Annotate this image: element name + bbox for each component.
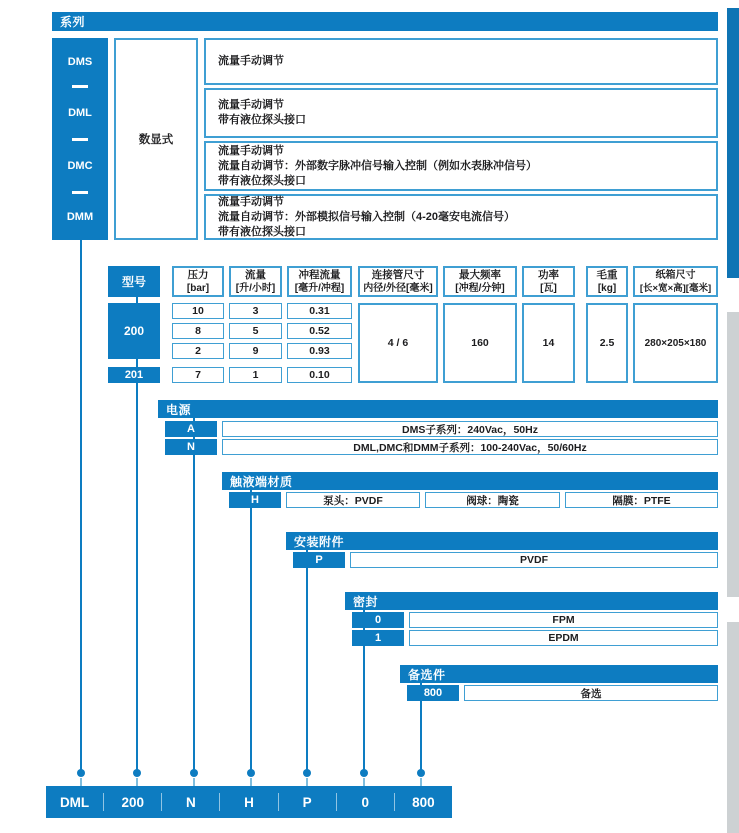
mounting-desc-cell: PVDF (350, 552, 718, 568)
power-desc-n: DML,DMC和DMM子系列：100-240Vac，50/60Hz (222, 439, 718, 455)
spec-cell: 8 (172, 323, 224, 339)
series-code-dmm (52, 194, 108, 240)
series-code-dml-label: DML (68, 107, 92, 119)
series-join-tab (88, 85, 108, 88)
display-type-cell (114, 38, 198, 240)
connector-tick-6 (363, 778, 365, 786)
spec-cell: 5 (229, 323, 282, 339)
series-code-dmm-label: DMM (66, 211, 94, 223)
seal-desc-fpm: FPM (409, 612, 718, 628)
series-join-tab (88, 138, 108, 141)
power-code-a: A (165, 421, 217, 437)
seal-desc-epdm: EPDM (409, 630, 718, 646)
model-201-cell: 201 (108, 367, 160, 383)
connector-dot-6 (360, 769, 368, 777)
connector-tick-2 (136, 778, 138, 786)
spec-cell: 0.10 (287, 367, 352, 383)
power-desc-a: DMS子系列：240Vac，50Hz (222, 421, 718, 437)
desc-line: 流量手动调节 (218, 195, 284, 208)
connector-tick-5 (306, 778, 308, 786)
spec-carton-cell: 280×205×180 (633, 303, 718, 383)
desc-line: 带有液位探头接口 (218, 225, 306, 238)
series-code-dms-label: DMS (67, 55, 93, 68)
spec-cell: 10 (172, 303, 224, 319)
seal-section-header (345, 592, 718, 610)
connector-line-series (80, 240, 82, 770)
col-header-pipe-size: 连接管尺寸 内径/外径[毫米] (358, 266, 438, 297)
mounting-header-label: 安装附件 (294, 534, 345, 549)
mounting-code-p: P (293, 552, 345, 568)
desc-line: 流量自动调节：外部数字脉冲信号输入控制（例如水表脉冲信号） (218, 159, 537, 172)
material-code-h: H (229, 492, 281, 508)
series-desc-dms (204, 38, 718, 85)
model-header-cell (108, 266, 160, 297)
col-header-flow: 流量 [升/小时] (229, 266, 282, 297)
col-header-weight: 毛重 [kg] (586, 266, 628, 297)
page-edge-strip-gray-2 (727, 622, 739, 833)
series-code-dmc-label: DMC (67, 160, 93, 172)
order-code-segment: N (185, 794, 196, 810)
desc-line: 带有液位探头接口 (218, 114, 306, 126)
connector-dot-3 (190, 769, 198, 777)
desc-line: 流量手动调节 (218, 55, 284, 67)
spec-cell: 3 (229, 303, 282, 319)
options-section-header (400, 665, 718, 683)
options-header-label: 备选件 (408, 667, 446, 682)
order-code-segment: 0 (361, 794, 370, 810)
spec-cell: 1 (229, 367, 282, 383)
material-valve-ball-cell: 阀球：陶瓷 (425, 492, 560, 508)
spec-cell: 0.31 (287, 303, 352, 319)
order-code-segment: 800 (412, 794, 435, 810)
col-header-power: 功率 [瓦] (522, 266, 575, 297)
options-desc-cell: 备选 (464, 685, 718, 701)
page-edge-strip-gray-1 (727, 312, 739, 597)
spec-weight-cell: 2.5 (586, 303, 628, 383)
seal-code-0: 0 (352, 612, 404, 628)
power-code-n: N (165, 439, 217, 455)
connector-tick-1 (80, 778, 82, 786)
series-code-dml (52, 88, 108, 138)
series-desc-dml (204, 88, 718, 138)
connector-line-mounting (306, 548, 308, 770)
connector-dot-4 (247, 769, 255, 777)
desc-line: 流量自动调节：外部模拟信号输入控制（4-20毫安电流信号） (218, 210, 516, 223)
connector-line-material (250, 488, 252, 770)
power-section-header (158, 400, 718, 418)
connector-dot-1 (77, 769, 85, 777)
order-code-segment: DML (59, 794, 90, 810)
display-type-label: 数显式 (138, 134, 174, 146)
model-header-label: 型号 (121, 275, 146, 289)
col-header-max-freq: 最大频率 [冲程/分钟] (443, 266, 517, 297)
seal-header-label: 密封 (353, 594, 379, 609)
col-header-pressure: 压力 [bar] (172, 266, 224, 297)
material-diaphragm-cell: 隔膜：PTFE (565, 492, 718, 508)
spec-max-freq-cell: 160 (443, 303, 517, 383)
material-header-label: 触液端材质 (230, 474, 293, 489)
connector-dot-7 (417, 769, 425, 777)
series-code-dms (52, 38, 108, 85)
desc-line: 带有液位探头接口 (218, 174, 306, 187)
seal-code-1: 1 (352, 630, 404, 646)
page-edge-tab-blue (727, 8, 739, 278)
series-desc-dmc (204, 141, 718, 191)
spec-cell: 0.52 (287, 323, 352, 339)
connector-tick-3 (193, 778, 195, 786)
mounting-section-header (286, 532, 718, 550)
series-section-header (52, 12, 718, 31)
col-header-stroke-flow: 冲程流量 [毫升/冲程] (287, 266, 352, 297)
spec-cell: 0.93 (287, 343, 352, 359)
connector-tick-4 (250, 778, 252, 786)
spec-power-cell: 14 (522, 303, 575, 383)
series-header-label: 系列 (60, 15, 86, 29)
col-header-carton: 纸箱尺寸 [长×宽×高][毫米] (633, 266, 718, 297)
connector-tick-7 (420, 778, 422, 786)
desc-line: 流量手动调节 (218, 144, 284, 157)
series-desc-dmm (204, 194, 718, 240)
spec-pipe-size-cell: 4 / 6 (358, 303, 438, 383)
connector-dot-5 (303, 769, 311, 777)
series-code-dmc (52, 141, 108, 191)
spec-cell: 9 (229, 343, 282, 359)
model-200-cell: 200 (108, 303, 160, 359)
series-join-tab (52, 85, 72, 88)
desc-line: 流量手动调节 (218, 99, 284, 111)
order-code-bar (46, 786, 452, 818)
power-header-label: 电源 (166, 402, 192, 417)
series-join-tab (88, 191, 108, 194)
material-section-header (222, 472, 718, 490)
material-pump-head-cell: 泵头：PVDF (286, 492, 420, 508)
series-join-tab (52, 138, 72, 141)
connector-line-power (193, 416, 195, 770)
order-code-segment: 200 (121, 794, 144, 810)
options-code-800: 800 (407, 685, 459, 701)
order-code-segment: H (244, 794, 254, 810)
series-join-tab (52, 191, 72, 194)
connector-dot-2 (133, 769, 141, 777)
spec-cell: 2 (172, 343, 224, 359)
spec-cell: 7 (172, 367, 224, 383)
order-code-segment: P (302, 794, 312, 810)
